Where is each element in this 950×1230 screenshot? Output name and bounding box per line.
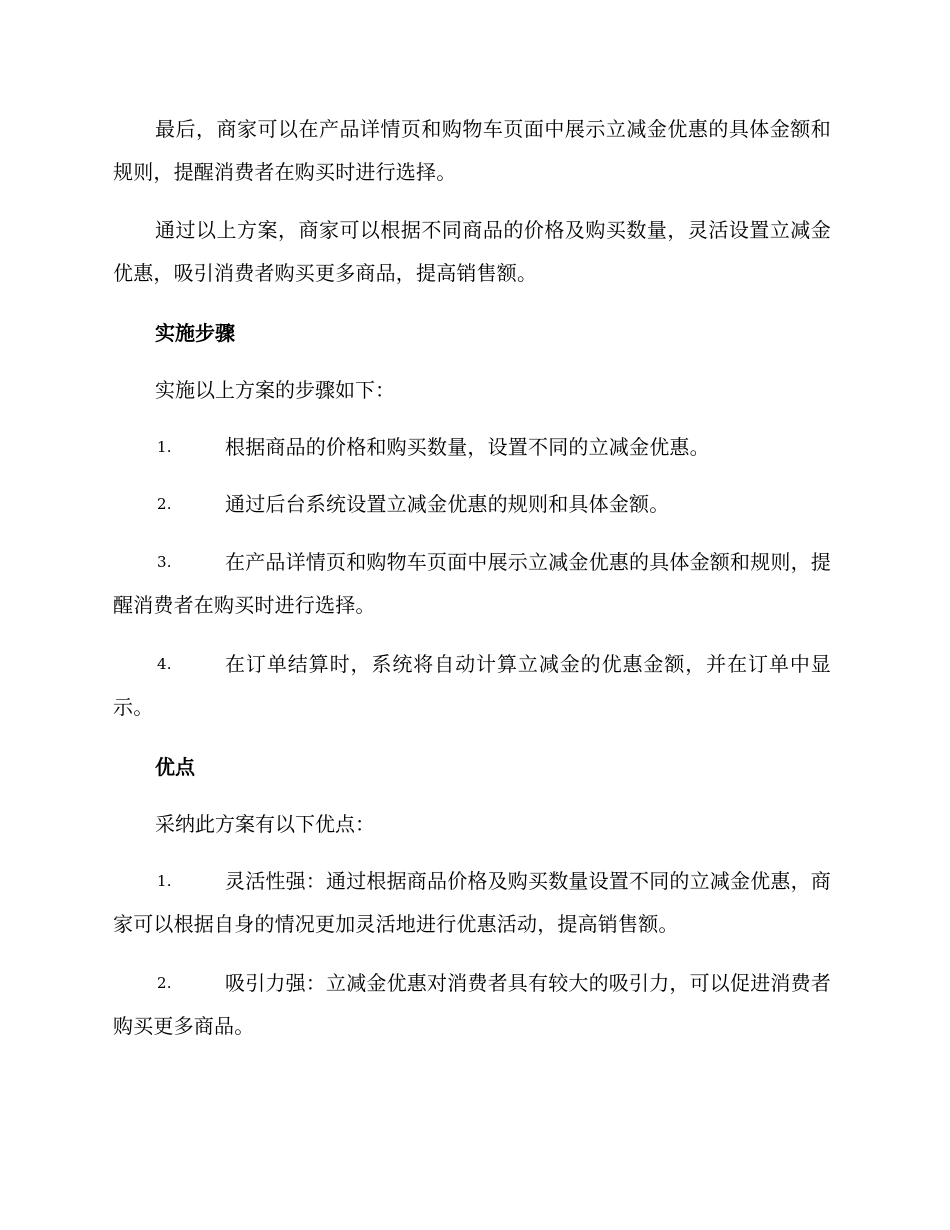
steps-list-item (113, 643, 831, 729)
list-number: 1. (157, 438, 172, 456)
steps-list-item (113, 426, 831, 469)
list-item-text: 在订单结算时，系统将自动计算立减金的优惠金额，并在订单中显示。 (113, 652, 831, 719)
list-item-text: 吸引力强：立减金优惠对消费者具有较大的吸引力，可以促进消费者购买更多商品。 (113, 971, 831, 1038)
list-number: 3. (157, 553, 172, 571)
list-item-text: 灵活性强：通过根据商品价格及购买数量设置不同的立减金优惠，商家可以根据自身的情况更加灵活地进行优惠活动，提高销售额。 (113, 869, 831, 936)
steps-list-item (113, 541, 831, 627)
list-number: 2. (157, 495, 172, 513)
list-number: 1. (157, 872, 172, 890)
list-item-text: 通过后台系统设置立减金优惠的规则和具体金额。 (225, 492, 670, 516)
list-item-text: 根据商品的价格和购买数量，设置不同的立减金优惠。 (225, 435, 710, 459)
steps-list-item (113, 483, 831, 526)
advantages-intro: 采纳此方案有以下优点： (155, 812, 375, 836)
section-heading-steps: 实施步骤 (155, 321, 235, 345)
section-heading-advantages: 优点 (155, 755, 195, 779)
paragraph-final-display: 最后，商家可以在产品详情页和购物车页面中展示立减金优惠的具体金额和规则，提醒消费者在购买时进行选择。 (113, 117, 831, 184)
advantages-list-item (113, 962, 831, 1048)
paragraph-summary: 通过以上方案，商家可以根据不同商品的价格及购买数量，灵活设置立减金优惠，吸引消费者购买更多商品，提高销售额。 (113, 218, 831, 285)
advantages-list-item (113, 860, 831, 946)
steps-intro: 实施以上方案的步骤如下： (155, 378, 395, 402)
list-number: 2. (157, 974, 172, 992)
list-number: 4. (157, 655, 172, 673)
list-item-text: 在产品详情页和购物车页面中展示立减金优惠的具体金额和规则，提醒消费者在购买时进行选择。 (113, 550, 831, 617)
